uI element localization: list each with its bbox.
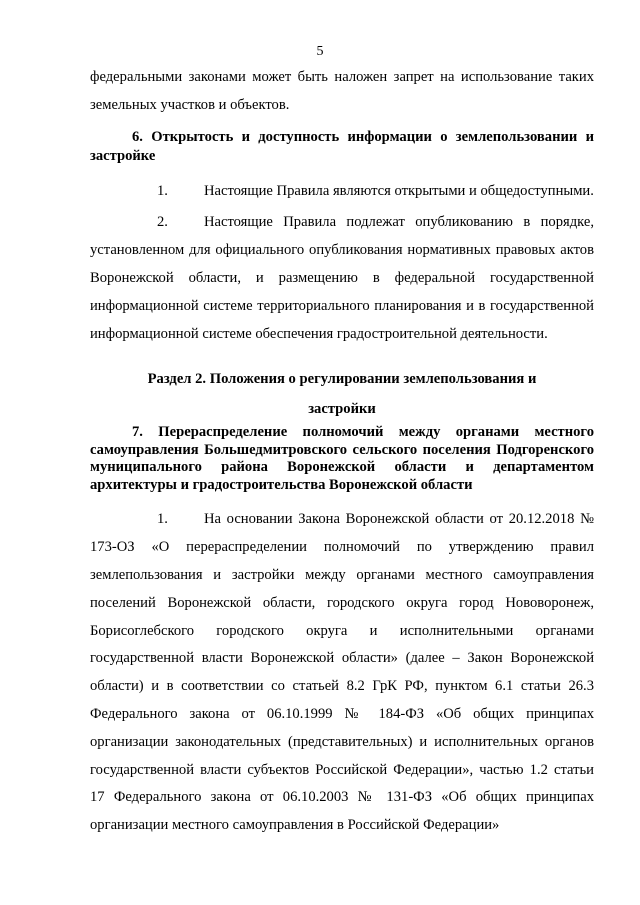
heading-article-7-text: 7. Перераспределение полномочий между органами местного самоуправления Большедмитровского сельского поселения Подгоренского муниципального района Воронежской области и департаментом архитектуры и градостроительства Воронежской области (90, 424, 594, 493)
item-text: Настоящие Правила являются открытыми и общедоступными. (203, 182, 594, 199)
intro-paragraph: федеральными законами может быть наложен запрет на использование таких земельных участков и объектов. (90, 69, 594, 113)
list-item (90, 506, 594, 840)
list-item (90, 178, 594, 206)
item-text: На основании Закона Воронежской области от 20.12.2018 № 173-ОЗ «О перераспределении полномочий по утверждению правил землепользования и застройки между органами местного самоуправления поселений Воронежской области, городского округа город Нововоронеж, Борисоглебского городского округа и исполнительными органами государственной власти Воронежской области» (далее – Закон Воронежской области) и в соответствии со статьей 8.2 ГрК РФ, пунктом 6.1 статьи 26.3 Федерального закона от 06.10.1999 № 184-ФЗ «Об общих принципах организации законодательных (представительных) и исполнительных органов государственной власти субъектов Российской Федерации», частью 1.2 статьи 17 Федерального закона от 06.10.2003 № 131-ФЗ «Об общих принципах организации местного самоуправления в Российской Федерации» (90, 511, 594, 834)
list-item (90, 209, 594, 348)
section-2-title-line-1: Раздел 2. Положения о регулировании землепользования и (147, 371, 537, 388)
document-body (90, 64, 594, 840)
section-2-title-line-2: застройки (308, 401, 376, 418)
item-number: 1. (157, 182, 168, 199)
heading-article-7 (90, 424, 594, 494)
item-6-2-text (90, 209, 594, 348)
item-7-1-text (90, 506, 594, 840)
heading-article-6: 6. Открытость и доступность информации о землепользовании и застройке (90, 128, 594, 164)
item-6-1-text (90, 178, 594, 206)
page-number: 5 (316, 44, 324, 59)
item-number: 1. (157, 511, 168, 528)
item-number: 2. (157, 214, 168, 231)
item-text: Настоящие Правила подлежат опубликованию в порядке, установленном для официального опубликования нормативных правовых актов Воронежской области, и размещению в федеральной государственной информационной системе территориального планирования и в государственной информационной системе обеспечения градостроительной деятельности. (90, 214, 594, 342)
